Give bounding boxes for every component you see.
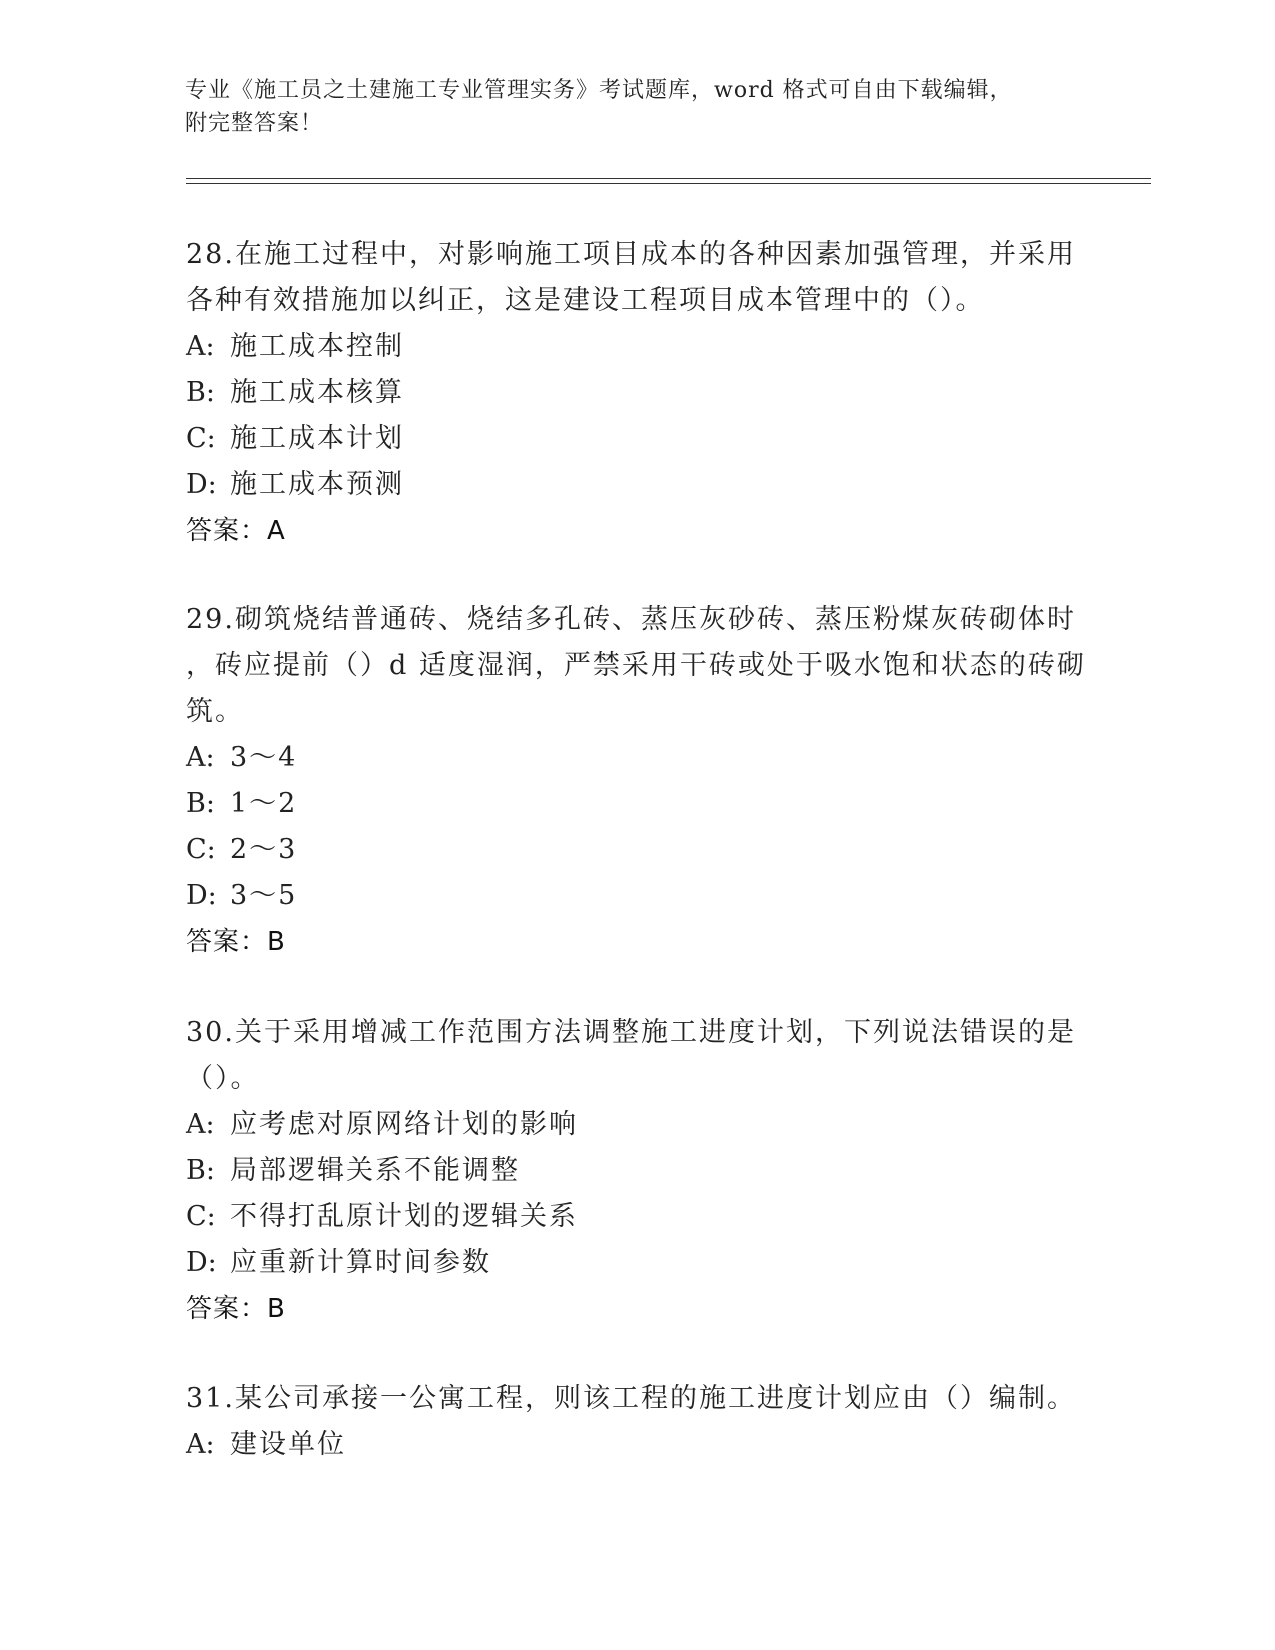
option-c — [186, 827, 1086, 873]
option-d — [186, 873, 1086, 919]
option-text: 应考虑对原网络计划的影响 — [230, 1109, 578, 1140]
option-a — [186, 1422, 1086, 1468]
option-letter: C: — [186, 834, 216, 865]
question-text-line-1: 30.关于采用增减工作范围方法调整施工进度计划，下列说法错误的是 — [186, 1017, 1076, 1048]
header-divider-top — [186, 178, 1151, 179]
document-header — [185, 74, 1085, 140]
question-text — [186, 1376, 1086, 1422]
answer-label: 答案：A — [186, 516, 286, 546]
question-text-line-2: （）。 — [186, 1063, 260, 1094]
question-29 — [186, 597, 1086, 965]
option-letter: A: — [186, 742, 215, 773]
option-text: 应重新计算时间参数 — [230, 1247, 491, 1278]
option-letter: C: — [186, 1201, 216, 1232]
question-30 — [186, 1010, 1086, 1332]
question-text — [186, 232, 1086, 324]
option-text: 2～3 — [230, 834, 298, 865]
option-text: 1～2 — [230, 788, 298, 819]
question-28 — [186, 232, 1086, 554]
answer-label: 答案：B — [186, 1294, 286, 1324]
option-letter: B: — [186, 1155, 215, 1186]
question-text-line-2: 各种有效措施加以纠正，这是建设工程项目成本管理中的（）。 — [186, 285, 985, 316]
question-text-line-1: 31.某公司承接一公寓工程，则该工程的施工进度计划应由（）编制。 — [186, 1383, 1076, 1414]
option-text: 3～4 — [230, 742, 298, 773]
option-text: 局部逻辑关系不能调整 — [230, 1155, 520, 1186]
option-d — [186, 462, 1086, 508]
option-b — [186, 1148, 1086, 1194]
option-letter: D: — [186, 880, 217, 911]
header-line-1: 专业《施工员之土建施工专业管理实务》考试题库，word 格式可自由下载编辑， — [185, 78, 1013, 103]
option-a — [186, 735, 1086, 781]
option-a — [186, 1102, 1086, 1148]
option-letter: D: — [186, 1247, 217, 1278]
option-text: 建设单位 — [230, 1429, 346, 1460]
option-b — [186, 781, 1086, 827]
header-divider-bottom — [186, 183, 1151, 184]
option-c — [186, 416, 1086, 462]
question-text-line-1: 29.砌筑烧结普通砖、烧结多孔砖、蒸压灰砂砖、蒸压粉煤灰砖砌体时 — [186, 604, 1076, 635]
option-text: 施工成本控制 — [230, 331, 404, 362]
question-text-line-3: 筑。 — [186, 696, 244, 727]
question-text — [186, 597, 1086, 735]
option-a — [186, 324, 1086, 370]
option-text: 施工成本核算 — [230, 377, 404, 408]
option-letter: A: — [186, 1429, 215, 1460]
option-text: 3～5 — [230, 880, 298, 911]
option-text: 不得打乱原计划的逻辑关系 — [230, 1201, 578, 1232]
option-letter: B: — [186, 377, 215, 408]
option-c — [186, 1194, 1086, 1240]
question-text-line-2: ，砖应提前（）d 适度湿润，严禁采用干砖或处于吸水饱和状态的砖砌 — [186, 650, 1086, 681]
question-text-line-1: 28.在施工过程中，对影响施工项目成本的各种因素加强管理，并采用 — [186, 239, 1076, 270]
option-text: 施工成本计划 — [230, 423, 404, 454]
answer-label: 答案：B — [186, 927, 286, 957]
option-b — [186, 370, 1086, 416]
option-letter: A: — [186, 331, 215, 362]
option-letter: A: — [186, 1109, 215, 1140]
option-text: 施工成本预测 — [230, 469, 404, 500]
option-letter: D: — [186, 469, 217, 500]
option-d — [186, 1240, 1086, 1286]
question-text — [186, 1010, 1086, 1102]
question-31 — [186, 1376, 1086, 1468]
option-letter: B: — [186, 788, 215, 819]
header-line-2: 附完整答案！ — [185, 111, 324, 136]
option-letter: C: — [186, 423, 216, 454]
